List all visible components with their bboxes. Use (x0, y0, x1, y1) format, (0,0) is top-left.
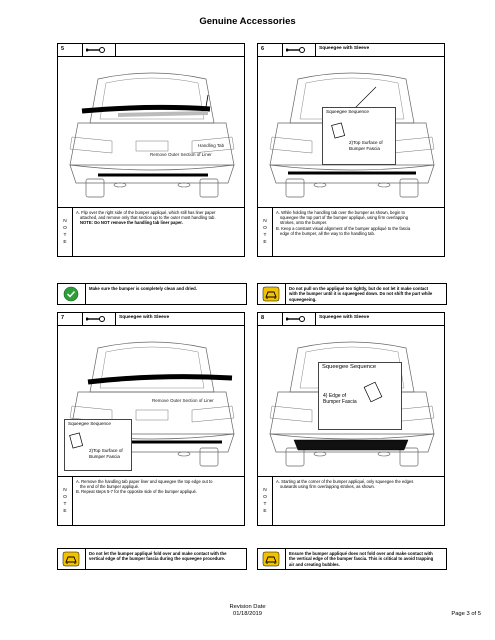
squeegee-sequence-callout: Squeegee Sequence 4) Edge of Bumper Fascia (318, 362, 402, 430)
note-box (57, 477, 245, 526)
warning-text: Do not let the bumper appliqué fold over and make contact with the vertical edge of the bumper fascia during the squeegee procedure. (89, 551, 227, 562)
remove-liner-label: Remove Outer Section of Liner (150, 152, 212, 157)
step-header (57, 43, 245, 56)
step-illustration (57, 325, 245, 477)
tool-icon (83, 313, 116, 325)
step-header-title (116, 44, 244, 56)
squeegee-sequence-callout: Squeegee Sequence 2)Top Surface of Bumper Fascia (64, 419, 132, 471)
step-header-title: Squeegee with Sleeve (119, 315, 170, 320)
squeegee-icon (69, 432, 85, 450)
step-header-title: Squeegee with Sleeve (319, 46, 370, 51)
tool-icon (83, 44, 116, 56)
step-number: 5 (58, 44, 83, 56)
step-5-check-box (57, 283, 247, 305)
step-7-warning-box (57, 548, 247, 570)
step-header (257, 43, 445, 56)
step-number: 7 (58, 313, 83, 325)
warning-icon (258, 284, 286, 304)
vehicle-rear-illustration (58, 57, 245, 207)
page-number: Page 3 of 5 (451, 611, 481, 617)
tool-icon (283, 313, 316, 325)
step-header (257, 312, 445, 325)
step-5-panel (57, 43, 245, 257)
step-illustration (257, 56, 445, 208)
squeegee-icon (331, 122, 347, 140)
note-text: A. Flip over the right side of the bumper appliqué, which still has liner paper attached, and remove only that section up to the outer most handling tab. NOTE: Do NOT remove the handling tab liner paper. (76, 210, 216, 226)
warning-text: Ensure the bumper appliqué does not fold over and make contact with the vertical edge of the bumper fascia. This is critical to avoid trapping air and creating bubbles. (289, 551, 434, 567)
note-label: N O T E (258, 208, 273, 256)
squeegee-sequence-callout: Squeegee Sequence 2)Top Surface of Bumper Fascia (322, 107, 396, 165)
warning-icon (258, 549, 286, 569)
handling-tab-label: Handling Tab (198, 143, 225, 148)
remove-liner-label: Remove Outer Section of Liner (152, 398, 214, 403)
step-8-warning-box (257, 548, 447, 570)
note-label: N O T E (58, 208, 73, 256)
step-header-title: Squeegee with Sleeve (319, 315, 370, 320)
step-illustration (257, 325, 445, 477)
step-number: 8 (258, 313, 283, 325)
note-box (257, 208, 445, 257)
note-text: A. Remove the handling tab paper liner and squeegee the top edge out to the end of the bumper appliqué. B. Repeat steps 5-7 for the opposite side of the bumper appliqué. (76, 479, 213, 495)
tool-icon (283, 44, 316, 56)
warning-icon (58, 549, 86, 569)
check-icon (58, 284, 86, 304)
step-header (57, 312, 245, 325)
warning-text: Do not pull on the appliqué too tightly, but do not let it make contact with the bumper until it is squeegeed down. Do not shift the part while squeegeeing. (289, 286, 433, 302)
step-8-panel (257, 312, 445, 526)
step-7-panel (57, 312, 245, 526)
note-label: N O T E (58, 477, 73, 525)
note-label: N O T E (258, 477, 273, 525)
step-6-warning-box (257, 283, 447, 305)
page-title: Genuine Accessories (199, 16, 296, 27)
squeegee-icon (363, 381, 385, 407)
note-box (57, 208, 245, 257)
check-text: Make sure the bumper is completely clean and dried. (89, 286, 197, 291)
step-6-panel (257, 43, 445, 257)
revision-date: Revision Date 01/18/2019 (229, 604, 266, 617)
note-text: A. Starting at the corner of the bumper appliqué, only squeegee the edges outwards using firm overlapping strokes, as shown. (276, 479, 414, 490)
step-number: 6 (258, 44, 283, 56)
note-box (257, 477, 445, 526)
step-illustration (57, 56, 245, 208)
note-text: A. While holding the handling tab over the bumper as shown, begin to squeegee the top part of the bumper appliqué, using firm overlapping strokes, onto the bumper. B. Keep a constant visual alignment of the bumper appliqué to the fascia edge of the bumper, all the way to the handling tab. (276, 210, 411, 236)
